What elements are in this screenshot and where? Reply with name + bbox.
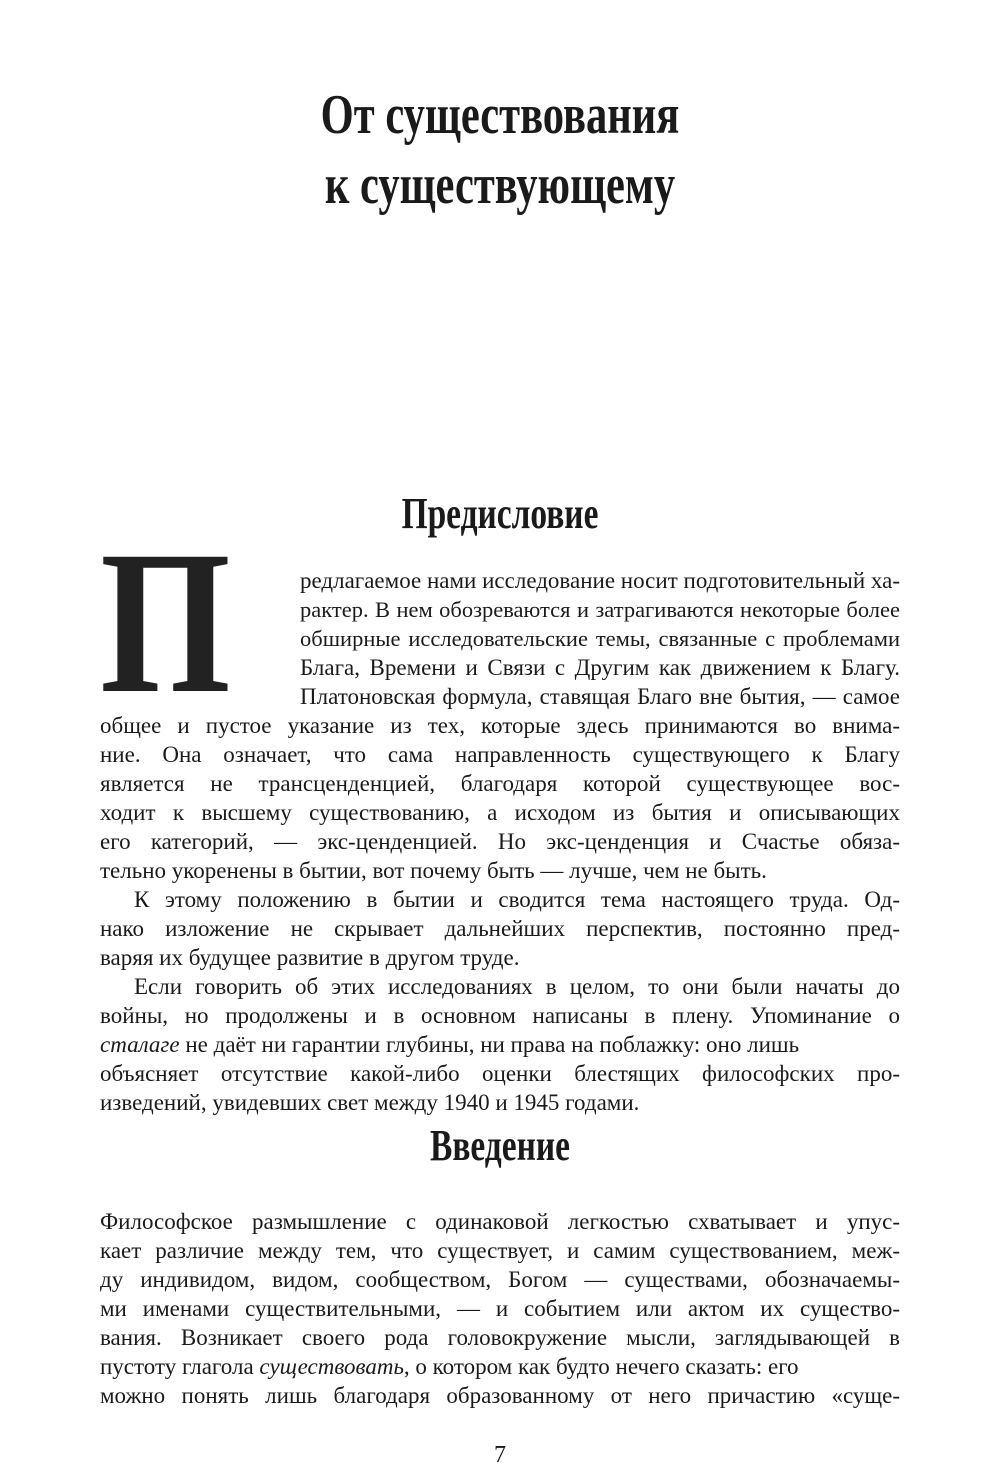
text-fragment: пустоту глагола: [100, 1354, 260, 1379]
preface-heading: Предисловие: [401, 489, 599, 538]
text-line: нако изложение не скрывает дальнейших перспектив, постоянно пред-: [100, 916, 900, 941]
text-line: изведений, увидевших свет между 1940 и 1945 годами.: [100, 1090, 640, 1115]
italic-term: существовать: [259, 1354, 404, 1379]
text-line: общее и пустое указание из тех, которые здесь принимаются во внима-: [100, 713, 900, 738]
text-line: войны, но продолжены и в основном написаны в плену. Упоминание о: [100, 1003, 900, 1028]
text-line: тельно укоренены в бытии, вот почему быть — лучше, чем не быть.: [100, 858, 767, 883]
text-line: варяя их будущее развитие в другом труде.: [100, 945, 520, 970]
page-number: 7: [494, 1442, 506, 1468]
text-line: ми именами существительными, — и событием или актом их существо-: [100, 1296, 900, 1321]
text-line: Платоновская формула, ставящая Благо вне бытия, — самое: [300, 684, 900, 709]
text-line: объясняет отсутствие какой-либо оценки блестящих философских про-: [100, 1061, 900, 1086]
text-line: кает различие между тем, что существует, и самим существованием, меж-: [100, 1238, 900, 1263]
text-line: является не трансценденцией, благодаря которой существующее вос-: [100, 771, 900, 796]
drop-cap: П: [100, 509, 231, 736]
text-line: редлагаемое нами исследование носит подготовительный ха-: [300, 568, 900, 593]
introduction-text: [100, 1207, 900, 1410]
text-fragment: , о котором как будто нечего сказать: его: [403, 1354, 799, 1379]
italic-term: сталаге: [100, 1032, 180, 1057]
text-line: Блага, Времени и Связи с Другим как движением к Благу.: [300, 655, 900, 680]
text-line: ду индивидом, видом, сообществом, Богом — существами, обозначаемы-: [100, 1267, 900, 1292]
text-line: обширные исследовательские темы, связанные с проблемами: [300, 626, 900, 651]
text-fragment: не даёт ни гарантии глубины, ни права на поблажку: оно лишь: [179, 1032, 800, 1057]
text-line: вания. Возникает своего рода головокружение мысли, заглядывающей в: [100, 1325, 900, 1350]
text-line: [100, 1030, 900, 1059]
text-line: Философское размышление с одинаковой легкостью схватывает и упус-: [100, 1209, 900, 1234]
text-line: К этому положению в бытии и сводится тема настоящего труда. Од-: [134, 887, 900, 912]
preface-text: [100, 566, 900, 1117]
text-line: его категорий, — экс-ценденцией. Но экс-ценденция и Счастье обяза-: [100, 829, 900, 854]
text-line: рактер. В нем обозреваются и затрагиваются некоторые более: [300, 597, 900, 622]
chapter-title-line-2: к существующему: [324, 154, 676, 216]
chapter-title: [120, 80, 880, 220]
text-line: ние. Она означает, что сама направленность существующего к Благу: [100, 742, 900, 767]
text-line: Если говорить об этих исследованиях в целом, то они были начаты до: [134, 974, 900, 999]
text-line: [100, 1352, 900, 1381]
text-line: ходит к высшему существованию, а исходом из бытия и описывающих: [100, 800, 900, 825]
introduction-heading: Введение: [430, 1121, 570, 1170]
chapter-title-line-1: От существования: [320, 84, 680, 146]
text-line: можно понять лишь благодаря образованному от него причастию «суще-: [100, 1383, 900, 1408]
